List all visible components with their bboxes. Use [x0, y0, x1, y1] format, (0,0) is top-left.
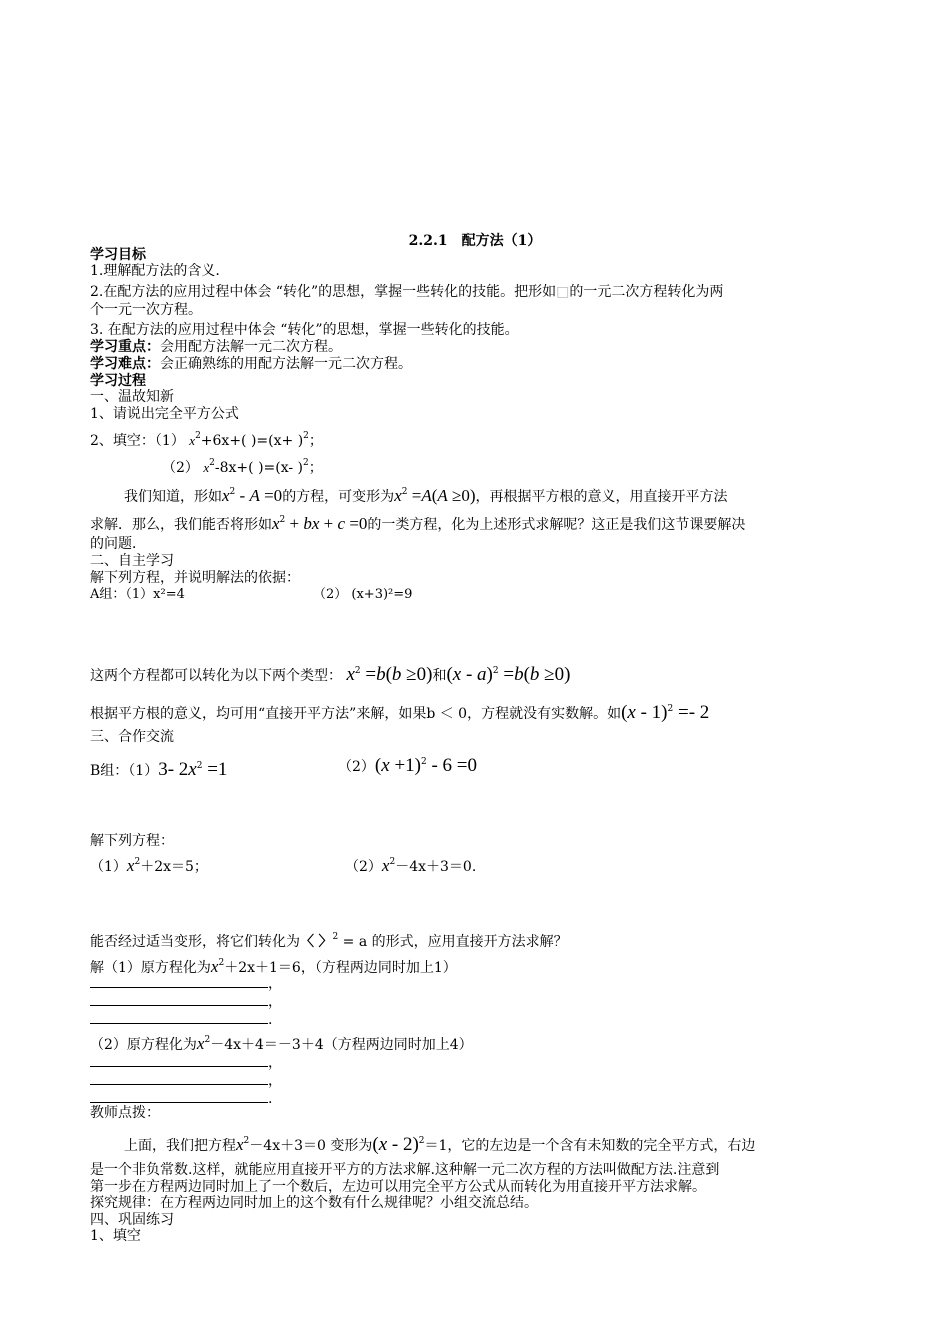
- paragraph-4-end: 第一步在方程两边同时加上了一个数后，左边可以用完全平方公式从而转化为用直接开平方法求解。: [90, 1179, 706, 1195]
- group-a-1: A组：（1）x²=4: [90, 587, 185, 602]
- solution-2: （2）原方程化为$x^2-4x+4=-3+4$（方程两边同时加上4）: [90, 1034, 473, 1053]
- section-3: 三、合作交流: [90, 729, 174, 745]
- blank-line-1: ，: [90, 975, 282, 992]
- paragraph-4: 上面，我们把方程$x^2-4x+3=0$ 变形为(x - 2)$^2$＝1，它的左边是一个含有未知数的完全平方式，右边: [124, 1134, 756, 1155]
- blank-line-5: ，: [90, 1072, 282, 1089]
- difficulty: 学习难点：会正确熟练的用配方法解一元二次方程。: [90, 356, 412, 372]
- paragraph-2: 这两个方程都可以转化为以下两个类型： $x^2 =b(b \ge 0)$和(x - a)$^2$ =b(b ≥0): [90, 664, 571, 685]
- blank-line-3: .: [90, 1011, 272, 1028]
- explore-rule: 探究规律：在方程两边同时加上的这个数有什么规律呢？小组交流总结。: [90, 1195, 538, 1211]
- goal-3: 3. 在配方法的应用过程中体会 “转化”的思想，掌握一些转化的技能。: [90, 322, 519, 338]
- paragraph-1-end: 的问题．: [90, 536, 146, 552]
- process-heading: 学习过程: [90, 373, 146, 389]
- goal-2-cont: 个一元一次方程。: [90, 302, 202, 318]
- question-1: 1、请说出完全平方公式: [90, 406, 239, 422]
- blank-line-6: .: [90, 1090, 272, 1107]
- key-point: 学习重点：会用配方法解一元二次方程。: [90, 339, 342, 355]
- goal-2: 2.在配方法的应用过程中体会 “转化”的思想，掌握一些转化的技能。把形如□的一元二次方程转化为两: [90, 284, 724, 300]
- section-1: 一、温故知新: [90, 389, 174, 405]
- goals-heading: 学习目标: [90, 247, 146, 263]
- teacher-note-heading: 教师点拨：: [90, 1105, 160, 1121]
- blank-line-4: ，: [90, 1054, 282, 1071]
- paragraph-1-cont: 求解．那么，我们能否将形如$x^2$ + bx + c =0的一类方程，化为上述形式求解呢？这正是我们这节课要解决: [90, 514, 746, 533]
- group-b-1: B组：（1）3- $2x^2 =1$: [90, 759, 228, 780]
- question-3: 能否经过适当变形，将它们转化为〈 〉$^2$ = a 的形式，应用直接开方法求解？: [90, 932, 568, 950]
- solve-heading: 解下列方程：: [90, 833, 174, 849]
- group-b-2: $(2)(x +1)^2 - 6 =0$: [338, 755, 478, 776]
- goal-1: 1.理解配方法的含义.: [90, 263, 220, 279]
- question-2b: （2） $x^2-8x+$( )=(x- )$^2$；: [162, 458, 323, 476]
- blank-line-2: ，: [90, 993, 282, 1010]
- solution-1: 解（1）原方程化为$x^2+2x+1=6$，（方程两边同时加上1）: [90, 957, 457, 976]
- question-2a: 2、填空：（1） $x^2+6x+$( )$=(x+ )^2$；: [90, 431, 323, 449]
- group-a-2: （2） (x+3)²=9: [313, 587, 413, 602]
- section-2: 二、自主学习: [90, 553, 174, 569]
- paragraph-4-cont: 是一个非负常数.这样，就能应用直接开平方的方法求解.这种解一元二次方程的方法叫做配方法.注意到: [90, 1162, 720, 1178]
- section-4: 四、巩固练习: [90, 1212, 174, 1228]
- paragraph-3: 根据平方根的意义，均可用“直接开平方法”来解，如果b ＜ 0，方程就没有实数解。如(x - 1)$^2$ =- 2: [90, 702, 710, 723]
- fill-heading: 1、填空: [90, 1228, 141, 1244]
- section-2-intro: 解下列方程，并说明解法的依据：: [90, 570, 300, 586]
- equation-2: $(2)x^2-4x+3=0$.: [345, 856, 477, 875]
- equation-1: $(1)x^2+2x=5$；: [90, 856, 208, 875]
- page-title: 2.2.1 配方法（1）: [408, 233, 542, 249]
- paragraph-1: 我们知道，形如$x^2 - A =0$的方程，可变形为$x^2 =A(A \ge 0)$，再根据平方根的意义，用直接开平方法: [124, 486, 728, 505]
